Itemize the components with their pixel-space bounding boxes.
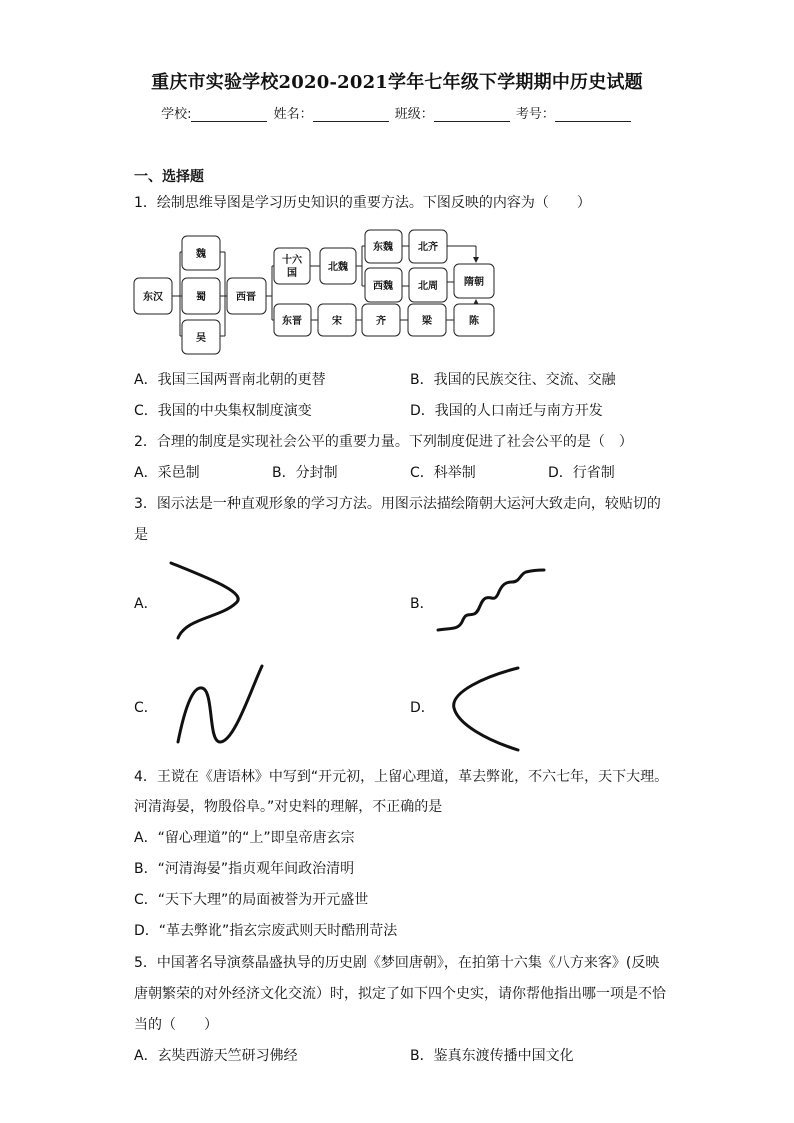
q2-stem: 2．合理的制度是实现社会公平的重要力量。下列制度促进了社会公平的是（ ） [134,434,633,450]
page-title: 重庆市实验学校2020-2021学年七年级下学期期中历史试题 [151,72,643,93]
q1-option-c[interactable]: C．我国的中央集权制度演变 [134,403,312,419]
q4-option-a[interactable]: A．“留心理道”的“上”即皇帝唐玄宗 [134,830,355,846]
box-wei: 魏 [196,249,206,260]
canal-curve-b [438,570,544,630]
box-shu: 蜀 [196,292,206,303]
box-song: 宋 [332,316,342,327]
box-dongjin: 东晋 [282,316,302,327]
box-dongwei: 东魏 [373,242,393,253]
box-donghan: 东汉 [143,292,163,303]
q4-stem-line1: 4．王谠在《唐语林》中写到“开元初，上留心理道，革去弊讹，不六七年，天下大理。 [134,769,669,785]
q4-stem-line2: 河清海晏，物殷俗阜。”对史料的理解，不正确的是 [134,799,443,815]
q2-option-a[interactable]: A．采邑制 [134,465,200,481]
q4-option-c[interactable]: C．“天下大理”的局面被誉为开元盛世 [134,892,369,908]
q5-option-b[interactable]: B．鉴真东渡传播中国文化 [410,1048,574,1064]
box-wu: 吴 [196,333,206,344]
q2-option-c[interactable]: C．科举制 [410,465,476,481]
q3-option-d-curve[interactable] [446,662,522,754]
student-info-line [0,103,794,122]
q3-stem-line2: 是 [134,527,148,543]
q4-option-b[interactable]: B．“河清海晏”指贞观年间政治清明 [134,861,355,877]
box-chen: 陈 [469,316,479,327]
q5-stem-line3: 当的（ ） [134,1017,218,1033]
box-qi: 齐 [376,316,386,327]
box-xijin: 西晋 [236,292,256,303]
box-liang: 梁 [422,316,432,327]
box-shiliuguo-line1: 十六 [282,255,302,266]
q3-stem-line1: 3．图示法是一种直观形象的学习方法。用图示法描绘隋朝大运河大致走向，较贴切的 [134,496,661,512]
number-blank[interactable] [555,107,631,122]
name-blank[interactable] [313,107,389,122]
q1-option-b[interactable]: B．我国的民族交往、交流、交融 [410,372,616,388]
q4-option-d[interactable]: D．“革去弊讹”指玄宗废武则天时酷刑苛法 [134,923,398,939]
name-label: 姓名： [273,107,313,122]
q5-option-a[interactable]: A．玄奘西游天竺研习佛经 [134,1048,298,1064]
q5-stem-line2: 唐朝繁荣的对外经济文化交流）时，拟定了如下四个史实，请你帮他指出哪一项是不恰 [134,986,666,1002]
q5-stem-line1: 5．中国著名导演蔡晶盛执导的历史剧《梦回唐朝》，在拍第十六集《八方来客》(反映 [134,955,660,971]
q1-option-a[interactable]: A．我国三国两晋南北朝的更替 [134,372,326,388]
class-label: 班级： [394,107,434,122]
section-heading: 一、选择题 [134,169,204,185]
box-beiqi: 北齐 [418,242,438,253]
box-xiwei: 西魏 [373,281,393,292]
box-beiwei: 北魏 [328,262,348,273]
canal-curve-d [454,668,518,750]
q3-option-a-curve[interactable] [168,558,248,644]
q1-mind-map [132,228,502,356]
q2-option-b[interactable]: B．分封制 [272,465,338,481]
q3-option-b-curve[interactable] [436,566,548,636]
q3-option-d-label[interactable]: D． [410,700,435,716]
box-suichao: 隋朝 [464,277,484,288]
q1-stem: 1．绘制思维导图是学习历史知识的重要方法。下图反映的内容为（ ） [134,195,591,211]
box-shiliuguo-line2: 国 [287,268,297,279]
canal-curve-c [178,666,262,742]
school-blank[interactable] [191,107,267,122]
q3-option-c-curve[interactable] [170,662,266,748]
q1-option-d[interactable]: D．我国的人口南迁与南方开发 [410,403,603,419]
number-label: 考号： [515,107,555,122]
q2-option-d[interactable]: D．行省制 [548,465,615,481]
canal-curve-a [171,563,238,638]
box-beizhou: 北周 [418,281,438,292]
school-label: 学校: [161,107,192,122]
q3-option-c-label[interactable]: C． [134,700,158,716]
q3-option-a-label[interactable]: A． [134,596,158,612]
class-blank[interactable] [434,107,510,122]
q3-option-b-label[interactable]: B． [410,596,434,612]
